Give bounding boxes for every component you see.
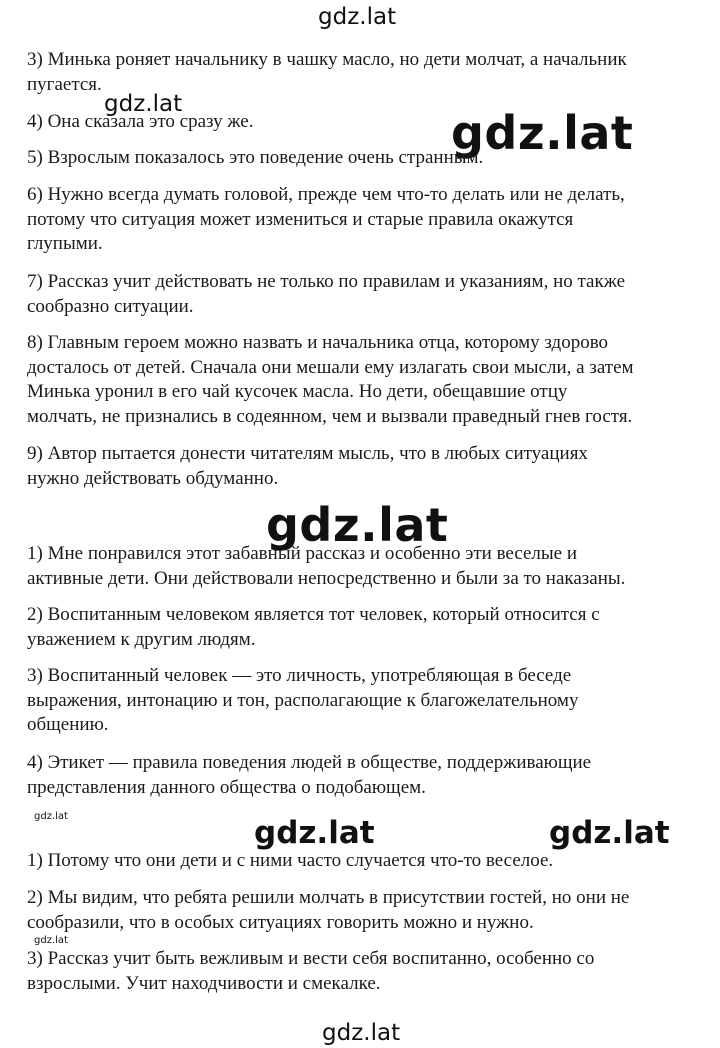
text-line: глупыми.: [27, 233, 103, 254]
text-line: сообразили, что в особых ситуациях говорить можно и нужно.: [27, 911, 534, 933]
text-line: 2) Воспитанным человеком является тот человек, который относится с: [27, 604, 600, 625]
text-line: сообразно ситуации.: [27, 295, 194, 317]
text-line: взрослыми. Учит находчивости и смекалке.: [27, 972, 381, 994]
text-line: молчать, не признались в содеянном, чем и вызвали праведный гнев гостя.: [27, 405, 633, 427]
text-line: нужно действовать обдуманно.: [27, 467, 279, 489]
text-line: уважением к другим людям.: [27, 628, 256, 650]
text-line: 7) Рассказ учит действовать не только по правилам и указаниям, но также: [27, 271, 625, 292]
watermark-mid-left: gdz.lat: [254, 815, 375, 851]
text-line: 2) Мы видим, что ребята решили молчать в присутствии гостей, но они не: [27, 887, 630, 908]
answer-2-2: [27, 603, 707, 652]
text-line: общению.: [27, 714, 109, 735]
watermark-large-center: gdz.lat: [266, 498, 449, 552]
text-line: 4) Она сказала это сразу же.: [27, 111, 254, 132]
answer-2-3: [27, 664, 707, 738]
answer-2-1: [27, 542, 707, 591]
answer-3-1: [27, 849, 707, 874]
text-line: представления данного общества о подобающем.: [27, 776, 426, 798]
answer-1-9: [27, 442, 707, 491]
text-line: 1) Мне понравился этот забавный рассказ и особенно эти веселые и: [27, 543, 578, 564]
answer-1-6: [27, 183, 707, 257]
watermark-small-1: gdz.lat: [34, 811, 68, 822]
text-line: 3) Минька роняет начальнику в чашку масло, но дети молчат, а начальник: [27, 49, 627, 70]
watermark-large-right: gdz.lat: [451, 106, 634, 160]
watermark-mid-right: gdz.lat: [549, 815, 670, 851]
text-line: 5) Взрослым показалось это поведение очень странным.: [27, 147, 484, 168]
text-line: выражения, интонацию и тон, располагающие к благожелательному: [27, 689, 579, 711]
answer-1-3: [27, 48, 707, 97]
watermark-left: gdz.lat: [104, 91, 183, 117]
text-line: 3) Воспитанный человек — это личность, употребляющая в беседе: [27, 665, 572, 686]
watermark-top: gdz.lat: [318, 4, 397, 30]
text-line: 9) Автор пытается донести читателям мысль, что в любых ситуациях: [27, 443, 588, 464]
watermark-small-2: gdz.lat: [34, 935, 68, 946]
text-line: 6) Нужно всегда думать головой, прежде чем что-то делать или не делать,: [27, 184, 625, 205]
answer-1-8: [27, 331, 707, 429]
text-line: Минька уронил в его чай кусочек масла. Но дети, обещавшие отцу: [27, 381, 568, 402]
text-line: потому что ситуация может измениться и старые правила окажутся: [27, 208, 574, 230]
text-line: пугается.: [27, 73, 102, 95]
watermark-bottom: gdz.lat: [322, 1020, 401, 1046]
text-line: 8) Главным героем можно назвать и начальника отца, которому здорово: [27, 332, 609, 353]
text-line: активные дети. Они действовали непосредственно и были за то наказаны.: [27, 567, 626, 589]
answer-2-4: [27, 751, 707, 800]
answer-3-3: [27, 947, 707, 996]
text-line: 3) Рассказ учит быть вежливым и вести себя воспитанно, особенно со: [27, 948, 595, 969]
text-line: досталось от детей. Сначала они мешали ему излагать свои мысли, а затем: [27, 356, 634, 378]
answer-1-5: [27, 146, 707, 171]
text-line: 1) Потому что они дети и с ними часто случается что-то веселое.: [27, 850, 554, 871]
text-line: 4) Этикет — правила поведения людей в обществе, поддерживающие: [27, 752, 592, 773]
answer-1-4: [27, 110, 707, 135]
answer-3-2: [27, 886, 707, 935]
answer-1-7: [27, 270, 707, 319]
